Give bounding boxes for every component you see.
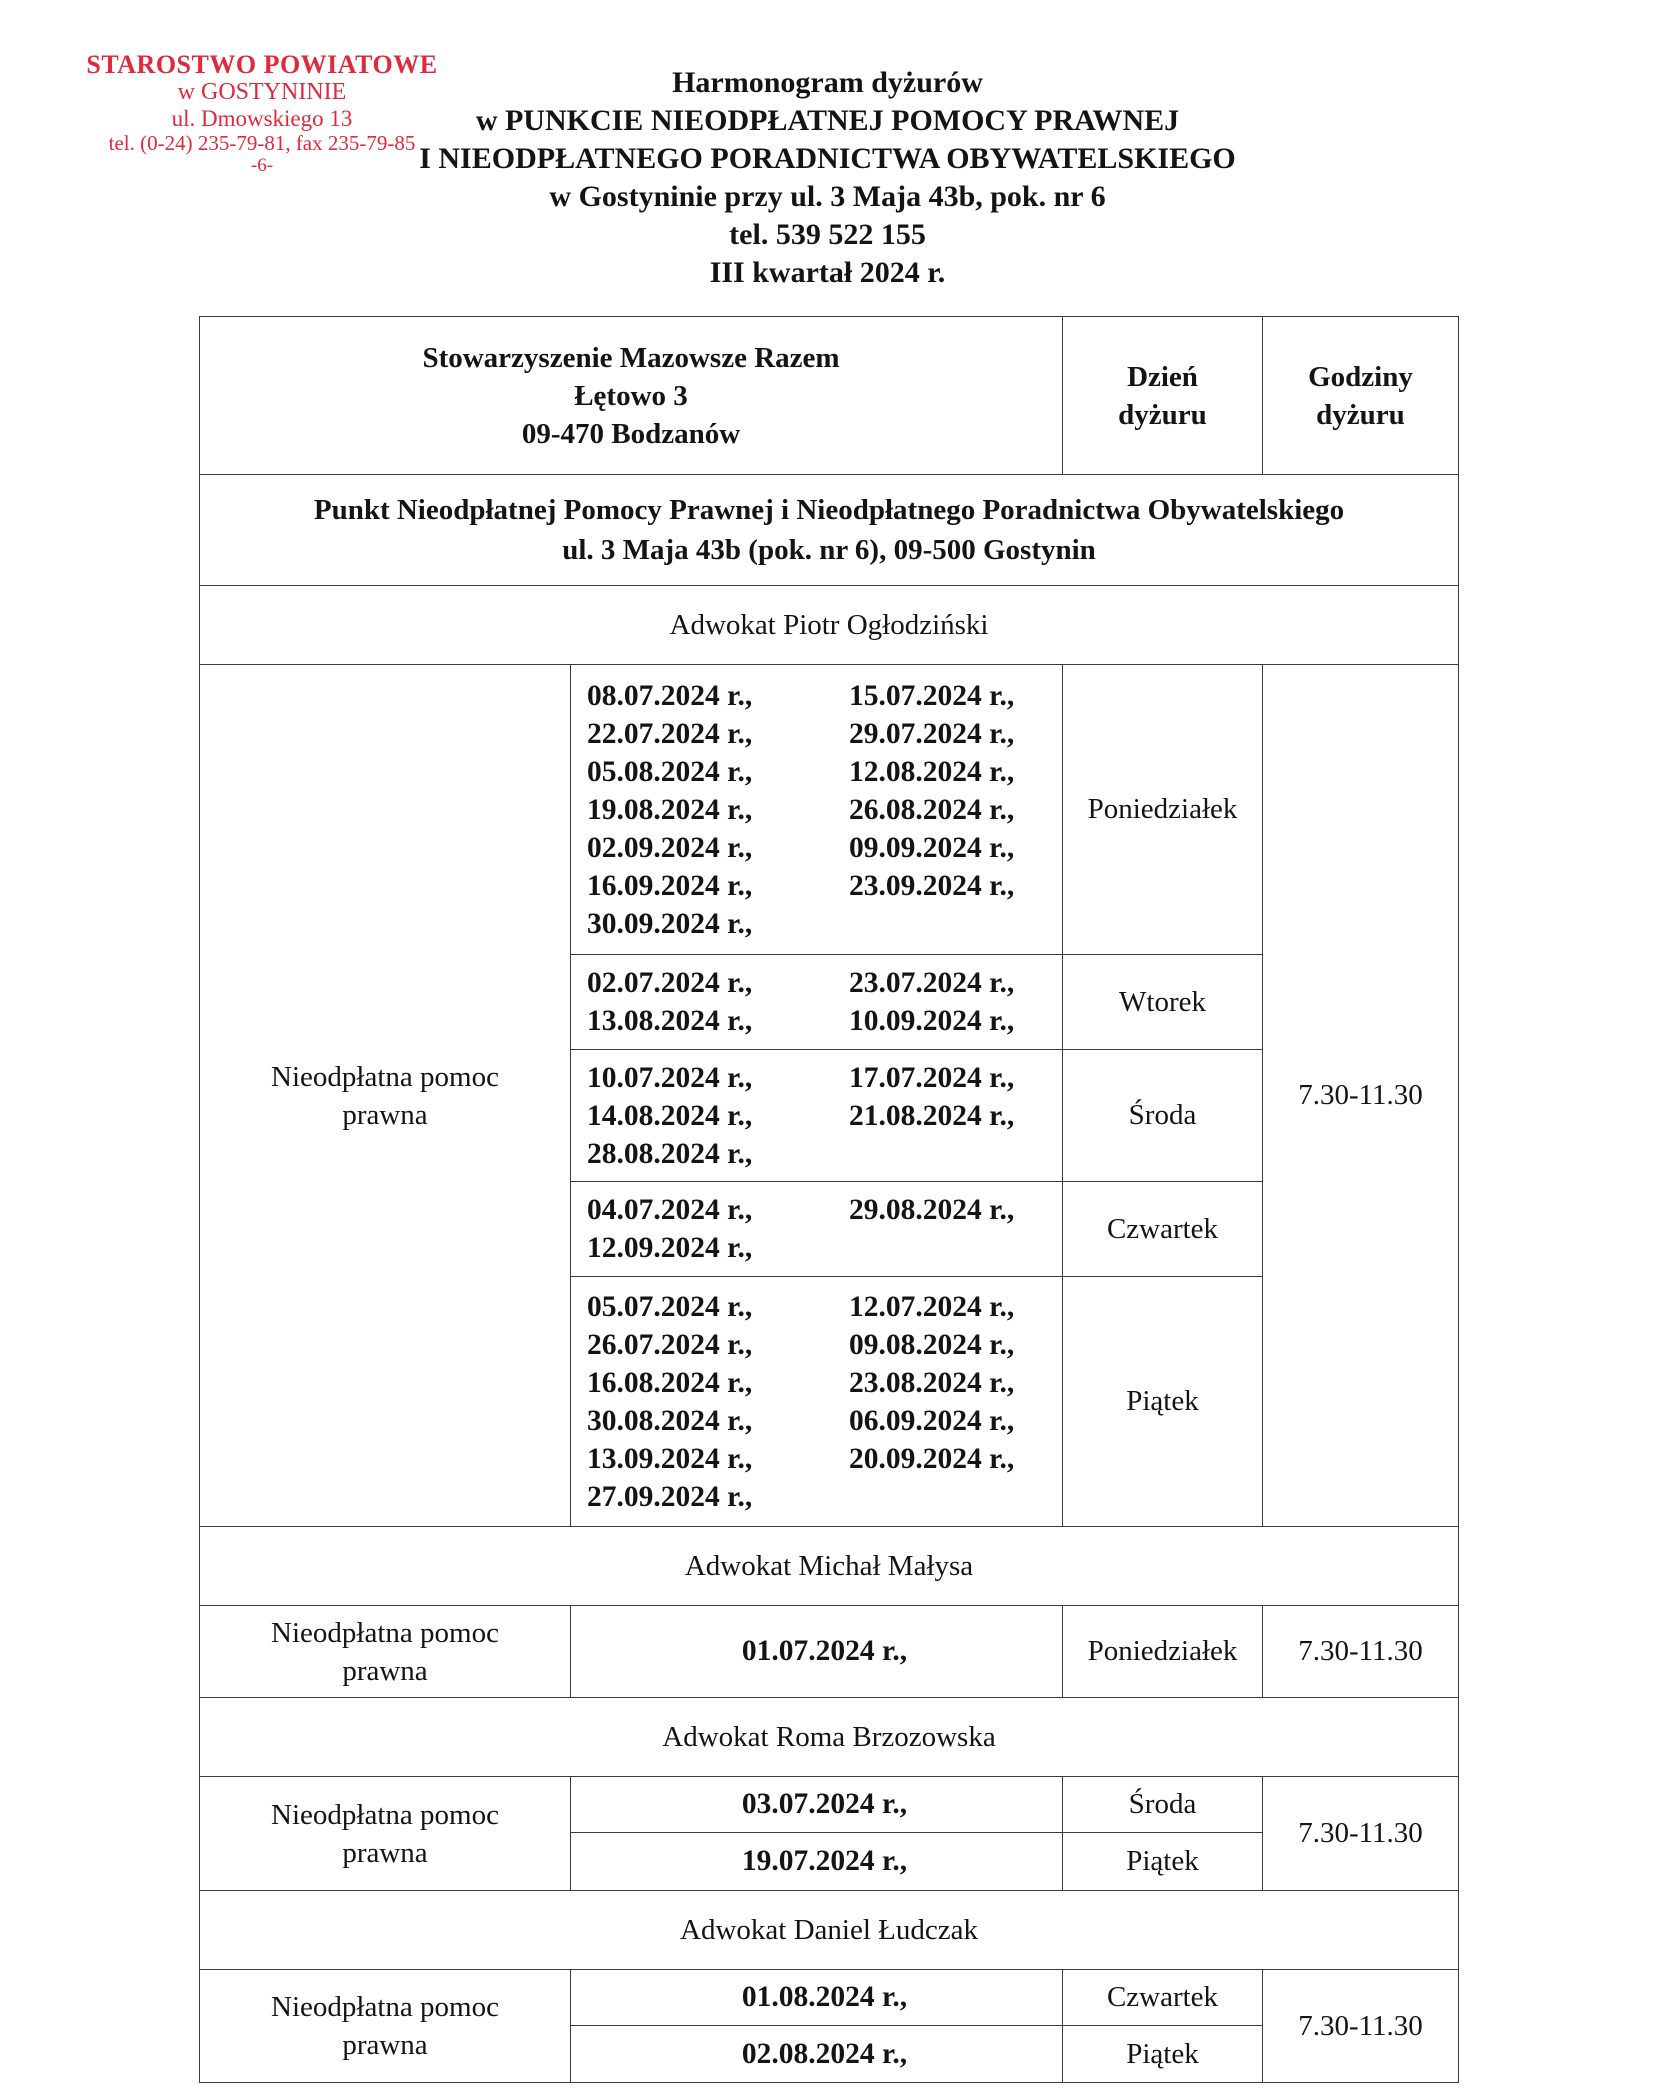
organization-name: Stowarzyszenie Mazowsze Razem [422, 341, 840, 374]
duty-date: 26.07.2024 r., [587, 1328, 753, 1361]
dates-cell [571, 1277, 1063, 1527]
header-line: I NIEODPŁATNEGO PORADNICTWA OBYWATELSKIEGO [419, 142, 1236, 175]
duty-date: 04.07.2024 r., [587, 1194, 753, 1226]
duty-day: Czwartek [1063, 1970, 1263, 2026]
lawyer-name: Adwokat Piotr Ogłodziński [200, 586, 1459, 665]
service-type-text: Nieodpłatna pomoc [271, 1060, 499, 1093]
service-type-text: Nieodpłatna pomoc [271, 1991, 499, 2023]
duty-date: 21.08.2024 r., [849, 1099, 1015, 1132]
duty-date: 27.09.2024 r., [587, 1480, 753, 1513]
duty-hours: 7.30-11.30 [1263, 1777, 1459, 1891]
duty-date: 14.08.2024 r., [587, 1099, 753, 1132]
duty-date: 02.08.2024 r., [571, 2026, 1063, 2083]
organization-street: Łętowo 3 [574, 379, 688, 412]
duty-date: 10.07.2024 r., [587, 1061, 753, 1094]
column-header-text: dyżuru [1316, 398, 1405, 431]
duty-date: 01.07.2024 r., [571, 1606, 1063, 1698]
schedule-row [200, 1970, 1459, 2026]
duty-date: 05.08.2024 r., [587, 755, 753, 788]
document-title: Harmonogram dyżurów [672, 66, 983, 99]
stamp-line: -6- [250, 155, 274, 177]
column-header-day [1063, 317, 1263, 475]
dates-cell [571, 955, 1063, 1050]
duty-date: 22.07.2024 r., [587, 717, 753, 750]
duty-day: Środa [1063, 1050, 1263, 1182]
office-cell [200, 475, 1459, 586]
duty-date: 06.09.2024 r., [849, 1404, 1015, 1437]
duty-date: 03.07.2024 r., [571, 1777, 1063, 1833]
dates-cell [571, 1050, 1063, 1182]
duty-date: 08.07.2024 r., [587, 679, 753, 712]
duty-date: 09.08.2024 r., [849, 1328, 1015, 1361]
duty-date: 02.07.2024 r., [587, 967, 753, 999]
dates-list [571, 1059, 1062, 1173]
lawyer-name: Adwokat Daniel Łudczak [200, 1891, 1459, 1970]
duty-date: 29.08.2024 r., [849, 1194, 1015, 1226]
column-header-text: Dzień [1127, 360, 1198, 393]
duty-day: Piątek [1063, 1277, 1263, 1527]
service-type-cell [200, 665, 571, 1527]
duty-date: 20.09.2024 r., [849, 1442, 1015, 1475]
duty-date: 17.07.2024 r., [849, 1061, 1015, 1094]
duty-date: 23.07.2024 r., [849, 967, 1015, 999]
stamp-line: STAROSTWO POWIATOWE [86, 50, 438, 79]
duty-day: Piątek [1063, 1833, 1263, 1891]
service-type-text: prawna [342, 2029, 428, 2061]
duty-date: 16.09.2024 r., [587, 869, 753, 902]
organization-city: 09-470 Bodzanów [521, 417, 741, 450]
table-header-row [200, 317, 1459, 475]
duty-date: 30.08.2024 r., [587, 1404, 753, 1437]
dates-list [571, 964, 1062, 1040]
schedule-table [199, 316, 1459, 2083]
duty-day: Piątek [1063, 2026, 1263, 2083]
duty-day: Wtorek [1063, 955, 1263, 1050]
service-type-cell [200, 1777, 571, 1891]
service-type-text: prawna [342, 1836, 428, 1869]
service-type-text: prawna [342, 1654, 428, 1687]
duty-date: 23.09.2024 r., [849, 869, 1015, 902]
header-quarter: III kwartał 2024 r. [709, 256, 946, 289]
duty-date: 19.07.2024 r., [571, 1833, 1063, 1891]
duty-date: 30.09.2024 r., [587, 907, 753, 940]
dates-list [571, 1288, 1062, 1516]
service-type-cell [200, 1970, 571, 2083]
duty-hours: 7.30-11.30 [1263, 1970, 1459, 2083]
column-header-text: Godziny [1308, 360, 1413, 393]
duty-date: 05.07.2024 r., [587, 1290, 753, 1323]
duty-day: Czwartek [1063, 1182, 1263, 1277]
schedule-row [200, 665, 1459, 955]
duty-date: 12.08.2024 r., [849, 755, 1015, 788]
header-address: w Gostyninie przy ul. 3 Maja 43b, pok. nr 6 [549, 180, 1106, 213]
lawyer-name: Adwokat Roma Brzozowska [200, 1698, 1459, 1777]
office-row [200, 475, 1459, 586]
duty-date: 13.09.2024 r., [587, 1442, 753, 1475]
duty-date: 09.09.2024 r., [849, 831, 1015, 864]
schedule-row [200, 1606, 1459, 1698]
stamp-line: tel. (0-24) 235-79-81, fax 235-79-85 [108, 130, 416, 155]
duty-date: 02.09.2024 r., [587, 831, 753, 864]
header-phone: tel. 539 522 155 [729, 218, 926, 251]
lawyer-name-row [200, 1891, 1459, 1970]
duty-date: 23.08.2024 r., [849, 1366, 1015, 1399]
service-type-text: Nieodpłatna pomoc [271, 1798, 499, 1831]
duty-date: 26.08.2024 r., [849, 793, 1015, 826]
duty-date: 16.08.2024 r., [587, 1366, 753, 1399]
duty-date: 19.08.2024 r., [587, 793, 753, 826]
stamp-line: ul. Dmowskiego 13 [171, 105, 353, 131]
dates-list [571, 677, 1062, 943]
schedule-row [200, 1777, 1459, 1833]
service-type-text: Nieodpłatna pomoc [271, 1616, 499, 1649]
lawyer-name-row [200, 1698, 1459, 1777]
header-line: w PUNKCIE NIEODPŁATNEJ POMOCY PRAWNEJ [475, 104, 1180, 137]
office-address: ul. 3 Maja 43b (pok. nr 6), 09-500 Gostynin [562, 534, 1096, 566]
organization-cell [200, 317, 1063, 475]
service-type-text: prawna [342, 1098, 428, 1131]
duty-date: 12.07.2024 r., [849, 1290, 1015, 1323]
lawyer-name-row [200, 1527, 1459, 1606]
lawyer-name: Adwokat Michał Małysa [200, 1527, 1459, 1606]
dates-cell [571, 1182, 1063, 1277]
column-header-hours [1263, 317, 1459, 475]
duty-date: 15.07.2024 r., [849, 679, 1015, 712]
duty-day: Środa [1063, 1777, 1263, 1833]
duty-hours: 7.30-11.30 [1263, 665, 1459, 1527]
duty-hours: 7.30-11.30 [1263, 1606, 1459, 1698]
duty-date: 01.08.2024 r., [571, 1970, 1063, 2026]
duty-day: Poniedziałek [1063, 1606, 1263, 1698]
service-type-cell [200, 1606, 571, 1698]
duty-date: 10.09.2024 r., [849, 1005, 1015, 1037]
lawyer-name-row [200, 586, 1459, 665]
dates-list [571, 1191, 1062, 1267]
column-header-text: dyżuru [1118, 398, 1207, 431]
document-header [0, 64, 1655, 292]
duty-date: 28.08.2024 r., [587, 1137, 753, 1170]
duty-date: 29.07.2024 r., [849, 717, 1015, 750]
duty-day: Poniedziałek [1063, 665, 1263, 955]
office-name: Punkt Nieodpłatnej Pomocy Prawnej i Nieodpłatnego Poradnictwa Obywatelskiego [313, 494, 1345, 526]
duty-date: 13.08.2024 r., [587, 1005, 753, 1037]
stamp-line: w GOSTYNINIE [177, 79, 347, 106]
dates-cell [571, 665, 1063, 955]
duty-date: 12.09.2024 r., [587, 1232, 753, 1264]
